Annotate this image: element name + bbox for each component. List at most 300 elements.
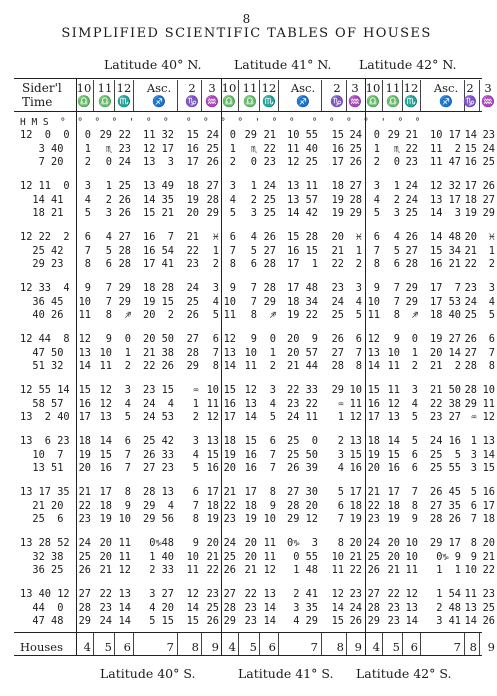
header-cusp-0-3: Asc. xyxy=(146,81,172,95)
header-sign-1-3: ♐ xyxy=(296,95,310,108)
table-cell-0-3: 11 32 xyxy=(143,129,174,141)
table-cell-0-4: 18 xyxy=(186,180,199,192)
table-cell-0-5: 23 xyxy=(206,588,219,600)
table-cell-1-4: 18 xyxy=(331,180,344,192)
table-cell-0-1: 5 xyxy=(105,244,112,257)
table-cell-1-3: 29 12 xyxy=(287,513,318,525)
table-cell-2-4: 21 xyxy=(464,244,477,257)
table-cell-1-0: 19 xyxy=(223,448,236,461)
table-cell-2-1: 4 xyxy=(393,231,400,243)
sidereal-time: 36 45 xyxy=(20,295,64,308)
table-cell-0-5: 18 xyxy=(206,499,219,512)
table-cell-2-3: 2 48 xyxy=(436,601,461,614)
table-cell-1-2: 1 xyxy=(269,346,276,359)
footer-house-0-4: 8 xyxy=(191,640,199,654)
table-cell-1-2: 28 xyxy=(263,282,276,294)
table-cell-2-2: 14 xyxy=(405,615,418,627)
table-cell-2-0: 4 xyxy=(373,193,380,206)
table-cell-1-4: 25 xyxy=(331,309,344,321)
table-cell-0-0: 8 xyxy=(84,258,91,270)
header-sign-1-0: ♎ xyxy=(222,95,236,108)
table-cell-2-4: 6 xyxy=(470,499,477,512)
header-sign-0-5: ♒ xyxy=(205,95,219,108)
table-cell-1-1: 5 xyxy=(250,244,257,257)
table-cell-2-3: 15 34 xyxy=(430,244,461,257)
table-cell-2-0: 10 xyxy=(367,295,380,308)
footer-sep-1-3 xyxy=(321,633,322,655)
table-cell-1-4: 12 xyxy=(331,588,344,600)
units-row: H M S ° ° ° ° ' ° ° ° ° ° ° ' ° ° ° ° ° ° ' ° ° xyxy=(20,117,421,128)
table-cell-1-2: 12 xyxy=(263,564,276,576)
table-cell-0-0: 0 xyxy=(84,129,91,141)
table-cell-1-2: 6 xyxy=(269,435,276,447)
table-cell-2-2: 5 xyxy=(411,411,418,423)
table-cell-1-4: 29 xyxy=(331,384,344,396)
table-cell-0-4: 14 xyxy=(186,601,199,614)
table-cell-1-4: 6 xyxy=(337,499,344,512)
table-cell-2-2: 5 xyxy=(411,435,418,447)
table-cell-1-2: 28 xyxy=(263,258,276,270)
table-cell-0-2: 0 xyxy=(124,333,131,345)
table-cell-1-2: 26 xyxy=(263,231,276,243)
table-cell-0-5: 12 xyxy=(206,411,219,423)
table-cell-0-3: 5 15 xyxy=(149,615,174,627)
table-cell-0-1: 15 xyxy=(99,448,112,461)
table-cell-0-5: 29 xyxy=(206,207,219,219)
sidereal-time: 51 32 xyxy=(20,360,64,372)
table-cell-0-1: 10 xyxy=(99,346,112,359)
table-cell-2-0: 3 xyxy=(373,180,380,192)
table-cell-1-5: 8 xyxy=(355,360,362,372)
table-cell-1-4: 21 xyxy=(331,244,344,257)
table-cell-0-2: 22 xyxy=(118,129,131,141)
table-cell-1-0: 24 xyxy=(223,537,236,549)
table-cell-2-0: 27 xyxy=(367,588,380,600)
table-cell-0-2: 1 xyxy=(124,346,131,359)
table-cell-2-5: 16 xyxy=(482,486,495,498)
table-cell-2-2: 21 xyxy=(405,129,418,141)
table-cell-1-1: 29 xyxy=(244,129,257,141)
table-cell-0-4: 26 xyxy=(186,309,199,321)
table-cell-0-0: 18 xyxy=(78,435,91,447)
table-cell-1-3: 14 42 xyxy=(287,207,318,219)
table-cell-1-0: 6 xyxy=(229,231,236,243)
table-cell-0-2: 26 xyxy=(118,207,131,219)
table-cell-1-1: 14 xyxy=(244,411,257,423)
table-cell-1-0: 29 xyxy=(223,615,236,627)
table-cell-1-1: 15 xyxy=(244,435,257,447)
table-cell-2-3: 1 1 xyxy=(436,564,461,576)
sidereal-time: 3 40 xyxy=(20,142,64,155)
header-sign-1-2: ♏ xyxy=(262,95,276,108)
table-cell-0-5: 20 xyxy=(206,537,219,549)
table-cell-0-0: 2 xyxy=(84,156,91,168)
table-cell-2-5: 26 xyxy=(482,615,495,627)
table-cell-2-4: 17 xyxy=(464,180,477,192)
table-cell-2-1: 7 xyxy=(393,295,400,308)
table-cell-1-1: 23 xyxy=(244,615,257,627)
table-cell-1-1: 6 xyxy=(250,258,257,270)
sidereal-time: 12 11 0 xyxy=(20,180,70,192)
table-cell-0-1: 16 xyxy=(99,462,112,474)
table-cell-0-5: 19 xyxy=(206,513,219,525)
header-time: Time xyxy=(22,95,53,109)
footer-sep-0-3 xyxy=(177,633,178,655)
table-cell-2-5: ♓ xyxy=(488,231,495,243)
footer-sep-2-2 xyxy=(420,633,421,655)
table-cell-1-1: 21 xyxy=(244,564,257,576)
table-cell-2-0: 25 xyxy=(367,550,380,563)
table-cell-0-2: 2 xyxy=(124,360,131,372)
table-cell-1-4: 23 xyxy=(331,282,344,294)
table-cell-1-4: 3 xyxy=(337,448,344,461)
table-cell-2-0: 20 xyxy=(367,462,380,474)
table-cell-0-1: 29 xyxy=(99,129,112,141)
table-cell-2-5: 1 xyxy=(488,244,495,257)
table-cell-0-4: 20 xyxy=(186,207,199,219)
footer-house-1-5: 9 xyxy=(354,640,362,654)
table-cell-1-4: 8 xyxy=(337,537,344,549)
table-cell-1-0: 12 xyxy=(223,333,236,345)
rule-bottom xyxy=(14,655,482,656)
table-cell-0-3: 2 33 xyxy=(149,564,174,576)
table-cell-1-2: ♐ xyxy=(269,309,276,321)
header-cusp-1-3: Asc. xyxy=(290,81,316,95)
table-cell-0-2: 11 xyxy=(118,550,131,563)
table-cell-0-5: 1 xyxy=(212,244,219,257)
table-cell-2-2: 28 xyxy=(405,258,418,270)
table-cell-0-0: 6 xyxy=(84,231,91,243)
table-cell-0-4: 15 xyxy=(186,615,199,627)
table-cell-1-5: 7 xyxy=(355,346,362,359)
table-cell-2-0: 19 xyxy=(367,448,380,461)
latitude-41-south: Latitude 41° S. xyxy=(238,666,334,681)
table-cell-2-3: 3 41 xyxy=(436,615,461,627)
sidereal-time: 13 2 40 xyxy=(20,411,70,423)
table-cell-1-0: 27 xyxy=(223,588,236,600)
table-cell-1-0: 0 xyxy=(229,129,236,141)
footer-sep-0-0 xyxy=(93,633,94,655)
table-cell-0-5: 15 xyxy=(206,448,219,461)
table-cell-0-2: 14 xyxy=(118,615,131,627)
table-cell-0-0: 25 xyxy=(78,550,91,563)
table-cell-0-5: 25 xyxy=(206,142,219,155)
table-cell-0-2: 8 xyxy=(124,486,131,498)
footer-sep-2-0 xyxy=(382,633,383,655)
table-cell-1-4: 15 xyxy=(331,615,344,627)
table-cell-0-2: 7 xyxy=(124,462,131,474)
sidereal-time: 13 51 xyxy=(20,462,64,474)
sidereal-time: 12 22 2 xyxy=(20,231,70,243)
table-cell-2-1: 10 xyxy=(387,346,400,359)
table-cell-2-5: 5 xyxy=(488,309,495,321)
table-cell-1-4: 17 xyxy=(331,156,344,168)
table-cell-1-0: 22 xyxy=(223,499,236,512)
table-cell-1-1: 22 xyxy=(244,588,257,600)
table-cell-0-5: 24 xyxy=(206,129,219,141)
table-cell-2-1: 6 xyxy=(393,258,400,270)
sidereal-time: 13 28 52 xyxy=(20,537,70,549)
table-cell-0-4: 17 xyxy=(186,156,199,168)
table-cell-2-5: 10 xyxy=(482,384,495,396)
table-cell-1-5: 15 xyxy=(349,448,362,461)
table-cell-2-3: 21 2 xyxy=(430,360,461,372)
table-cell-2-5: 7 xyxy=(488,346,495,359)
table-cell-2-4: 27 xyxy=(464,346,477,359)
table-cell-0-4: 15 xyxy=(186,129,199,141)
header-sign-0-0: ♎ xyxy=(77,95,91,108)
table-cell-2-3: 1 54 xyxy=(436,588,461,600)
table-cell-1-4: 19 xyxy=(331,193,344,206)
table-cell-0-3: 14 35 xyxy=(143,193,174,206)
table-cell-2-4: 1 xyxy=(470,435,477,447)
table-cell-2-1: 7 xyxy=(393,282,400,294)
table-cell-0-1: 14 xyxy=(99,435,112,447)
table-cell-0-0: 12 xyxy=(78,333,91,345)
table-cell-2-4: 24 xyxy=(464,295,477,308)
table-cell-1-4: 7 xyxy=(337,513,344,525)
table-cell-1-2: 2 xyxy=(269,360,276,372)
table-cell-0-1: 21 xyxy=(99,564,112,576)
header-sep-0-0 xyxy=(93,80,94,111)
table-cell-0-1: 1 xyxy=(105,180,112,192)
table-cell-2-5: 25 xyxy=(482,601,495,614)
rule-header xyxy=(14,111,482,112)
table-cell-1-3: 20 57 xyxy=(287,346,318,359)
table-cell-2-1: 19 xyxy=(387,513,400,525)
table-cell-1-5: 27 xyxy=(349,180,362,192)
table-cell-2-2: 29 xyxy=(405,282,418,294)
table-cell-1-3: 24 11 xyxy=(287,411,318,423)
footer-house-2-3: 7 xyxy=(453,640,461,654)
table-cell-0-4: 22 xyxy=(186,244,199,257)
table-cell-0-5: 22 xyxy=(206,564,219,576)
footer-house-2-4: 8 xyxy=(469,640,477,654)
table-cell-1-4: 1 xyxy=(337,411,344,423)
table-cell-0-3: 12 17 xyxy=(143,142,174,155)
table-cell-0-4: 11 xyxy=(186,564,199,576)
table-cell-0-0: 21 xyxy=(78,486,91,498)
table-cell-0-1: ♏ xyxy=(105,142,112,155)
table-cell-2-5: 21 xyxy=(482,550,495,563)
table-cell-1-5: 26 xyxy=(349,156,362,168)
footer-sep-1-4 xyxy=(346,633,347,655)
table-cell-2-1: 3 xyxy=(393,207,400,219)
table-cell-1-3: 23 22 xyxy=(287,397,318,410)
table-cell-2-1: 12 xyxy=(387,397,400,410)
sidereal-time: 13 17 35 xyxy=(20,486,70,498)
table-cell-0-2: 24 xyxy=(118,156,131,168)
table-cell-0-2: 25 xyxy=(118,180,131,192)
table-cell-1-5: 13 xyxy=(349,435,362,447)
table-cell-1-0: 8 xyxy=(229,258,236,270)
table-cell-0-5: 4 xyxy=(212,295,219,308)
table-cell-0-3: 23 15 xyxy=(143,384,174,396)
table-cell-2-5: 24 xyxy=(482,142,495,155)
table-cell-1-2: 14 xyxy=(263,601,276,614)
footer-sep-2-4 xyxy=(479,633,480,655)
table-cell-2-4: 3 xyxy=(470,462,477,474)
table-cell-1-2: 5 xyxy=(269,411,276,423)
table-cell-1-1: 13 xyxy=(244,397,257,410)
table-cell-2-4: 29 xyxy=(464,397,477,410)
latitude-41-north: Latitude 41° N. xyxy=(234,57,332,72)
table-cell-2-3: 11 47 xyxy=(430,156,461,168)
header-cusp-0-2: 12 xyxy=(116,81,132,95)
footer-house-1-4: 8 xyxy=(336,640,344,654)
table-cell-1-4: 16 xyxy=(331,142,344,155)
header-sign-2-1: ♎ xyxy=(386,95,400,108)
table-cell-2-2: 24 xyxy=(405,193,418,206)
header-sidereal: Sider'l xyxy=(22,81,62,95)
table-cell-0-2: 12 xyxy=(118,564,131,576)
table-cell-2-3: 17 7 xyxy=(430,282,461,294)
table-cell-2-2: 6 xyxy=(411,462,418,474)
table-cell-2-5: 8 xyxy=(488,360,495,372)
table-cell-0-0: 27 xyxy=(78,588,91,600)
table-cell-0-4: 19 xyxy=(186,193,199,206)
table-cell-1-3: 25 0 xyxy=(287,435,318,447)
table-cell-0-1: 17 xyxy=(99,486,112,498)
table-cell-2-4: 19 xyxy=(464,207,477,219)
table-cell-0-5: 10 xyxy=(206,384,219,396)
table-cell-0-2: 3 xyxy=(124,384,131,396)
header-sign-0-3: ♐ xyxy=(152,95,166,108)
table-cell-2-5: 26 xyxy=(482,180,495,192)
table-cell-0-5: 21 xyxy=(206,550,219,563)
table-cell-0-2: 14 xyxy=(118,601,131,614)
table-cell-1-1: 23 xyxy=(244,601,257,614)
table-cell-1-3: 27 30 xyxy=(287,486,318,498)
table-cell-2-4: 8 xyxy=(470,537,477,549)
table-cell-0-5: 5 xyxy=(212,309,219,321)
table-cell-0-1: 19 xyxy=(99,513,112,525)
table-cell-1-1: 1 xyxy=(250,180,257,192)
table-cell-1-0: 15 xyxy=(223,384,236,396)
table-cell-0-5: ♓ xyxy=(212,231,219,243)
table-cell-2-0: 7 xyxy=(373,244,380,257)
table-cell-1-5: 26 xyxy=(349,615,362,627)
table-cell-2-1: 2 xyxy=(393,193,400,206)
page-number: 8 xyxy=(242,12,251,26)
footer-sep-1-1 xyxy=(259,633,260,655)
header-sign-2-4: ♑ xyxy=(463,95,477,108)
header-cusp-2-5: 3 xyxy=(484,81,492,95)
table-cell-0-4: 21 xyxy=(186,231,199,243)
table-cell-1-5: 6 xyxy=(355,333,362,345)
table-cell-2-5: 18 xyxy=(482,513,495,525)
table-cell-0-5: 3 xyxy=(212,282,219,294)
table-cell-2-2: 9 xyxy=(411,513,418,525)
table-cell-2-3: 17 53 xyxy=(430,295,461,308)
table-cell-2-4: ♒ xyxy=(470,411,477,423)
sidereal-time: 12 0 0 xyxy=(20,129,70,141)
header-sign-0-2: ♏ xyxy=(117,95,131,108)
table-cell-0-2: 7 xyxy=(124,448,131,461)
table-cell-1-3: 19 22 xyxy=(287,309,318,321)
table-cell-2-0: 13 xyxy=(367,346,380,359)
table-cell-2-3: 22 38 xyxy=(430,397,461,410)
table-cell-0-4: 27 xyxy=(186,333,199,345)
table-cell-1-0: 26 xyxy=(223,564,236,576)
table-cell-2-2: 11 xyxy=(405,564,418,576)
footer-house-2-1: 5 xyxy=(392,640,400,654)
table-cell-2-1: 11 xyxy=(387,360,400,372)
header-sign-1-5: ♒ xyxy=(348,95,362,108)
footer-house-1-2: 6 xyxy=(268,640,276,654)
table-cell-1-1: 8 xyxy=(250,309,257,321)
table-cell-1-2: 24 xyxy=(263,180,276,192)
table-cell-2-1: 21 xyxy=(387,564,400,576)
table-cell-1-4: 26 xyxy=(331,333,344,345)
table-cell-0-1: 9 xyxy=(105,333,112,345)
table-cell-2-3: 0♑ 9 xyxy=(436,550,461,563)
table-cell-0-0: 5 xyxy=(84,207,91,219)
table-cell-1-1: 3 xyxy=(250,207,257,219)
table-cell-2-0: 6 xyxy=(373,231,380,243)
table-cell-1-5: 16 xyxy=(349,462,362,474)
table-cell-0-2: 28 xyxy=(118,258,131,270)
table-cell-2-1: 0 xyxy=(393,156,400,168)
table-cell-2-4: 23 xyxy=(464,282,477,294)
table-cell-0-1: 20 xyxy=(99,537,112,549)
table-cell-0-3: 28 13 xyxy=(143,486,174,498)
table-cell-0-0: 4 xyxy=(84,193,91,206)
table-cell-2-1: 29 xyxy=(387,129,400,141)
table-cell-0-3: 24 4 xyxy=(143,397,174,410)
table-cell-1-4: 19 xyxy=(331,207,344,219)
table-cell-1-0: 16 xyxy=(223,397,236,410)
table-cell-1-4: 10 xyxy=(331,550,344,563)
table-cell-0-5: 8 xyxy=(212,360,219,372)
table-cell-1-3: 22 33 xyxy=(287,384,318,396)
table-cell-2-1: 15 xyxy=(387,448,400,461)
footer-house-1-3: 7 xyxy=(310,640,318,654)
table-cell-2-1: 5 xyxy=(393,244,400,257)
table-cell-2-0: 2 xyxy=(373,156,380,168)
table-cell-1-1: 0 xyxy=(250,156,257,168)
table-cell-2-5: 23 xyxy=(482,129,495,141)
table-cell-0-3: 0♑48 xyxy=(149,537,174,549)
table-cell-2-3: 14 3 xyxy=(430,207,461,219)
table-cell-1-3: 0♑ 3 xyxy=(287,537,318,549)
table-cell-0-2: ♐ xyxy=(124,309,131,321)
sidereal-time: 14 41 xyxy=(20,193,64,206)
table-cell-2-4: 14 xyxy=(464,129,477,141)
table-cell-2-5: 20 xyxy=(482,537,495,549)
table-cell-2-3: 12 32 xyxy=(430,180,461,192)
table-cell-1-2: 11 xyxy=(263,537,276,549)
table-cell-1-3: 17 48 xyxy=(287,282,318,294)
table-cell-2-2: 8 xyxy=(411,499,418,512)
table-cell-1-1: ♏ xyxy=(250,142,257,155)
rule-footer-top xyxy=(14,632,482,633)
table-cell-0-0: 24 xyxy=(78,537,91,549)
table-cell-1-5: 10 xyxy=(349,384,362,396)
header-cusp-2-3: Asc. xyxy=(433,81,459,95)
sidereal-time: 13 6 23 xyxy=(20,435,70,447)
table-cell-1-1: 16 xyxy=(244,448,257,461)
header-cusp-1-5: 3 xyxy=(351,81,359,95)
table-cell-0-4: ♒ xyxy=(192,384,199,396)
header-sign-1-1: ♎ xyxy=(243,95,257,108)
table-cell-1-1: 19 xyxy=(244,513,257,525)
sidereal-time: 40 26 xyxy=(20,309,64,321)
table-cell-2-0: 14 xyxy=(367,360,380,372)
table-cell-2-1: 17 xyxy=(387,486,400,498)
table-cell-2-1: 1 xyxy=(393,180,400,192)
header-sep-1-0 xyxy=(238,80,239,111)
